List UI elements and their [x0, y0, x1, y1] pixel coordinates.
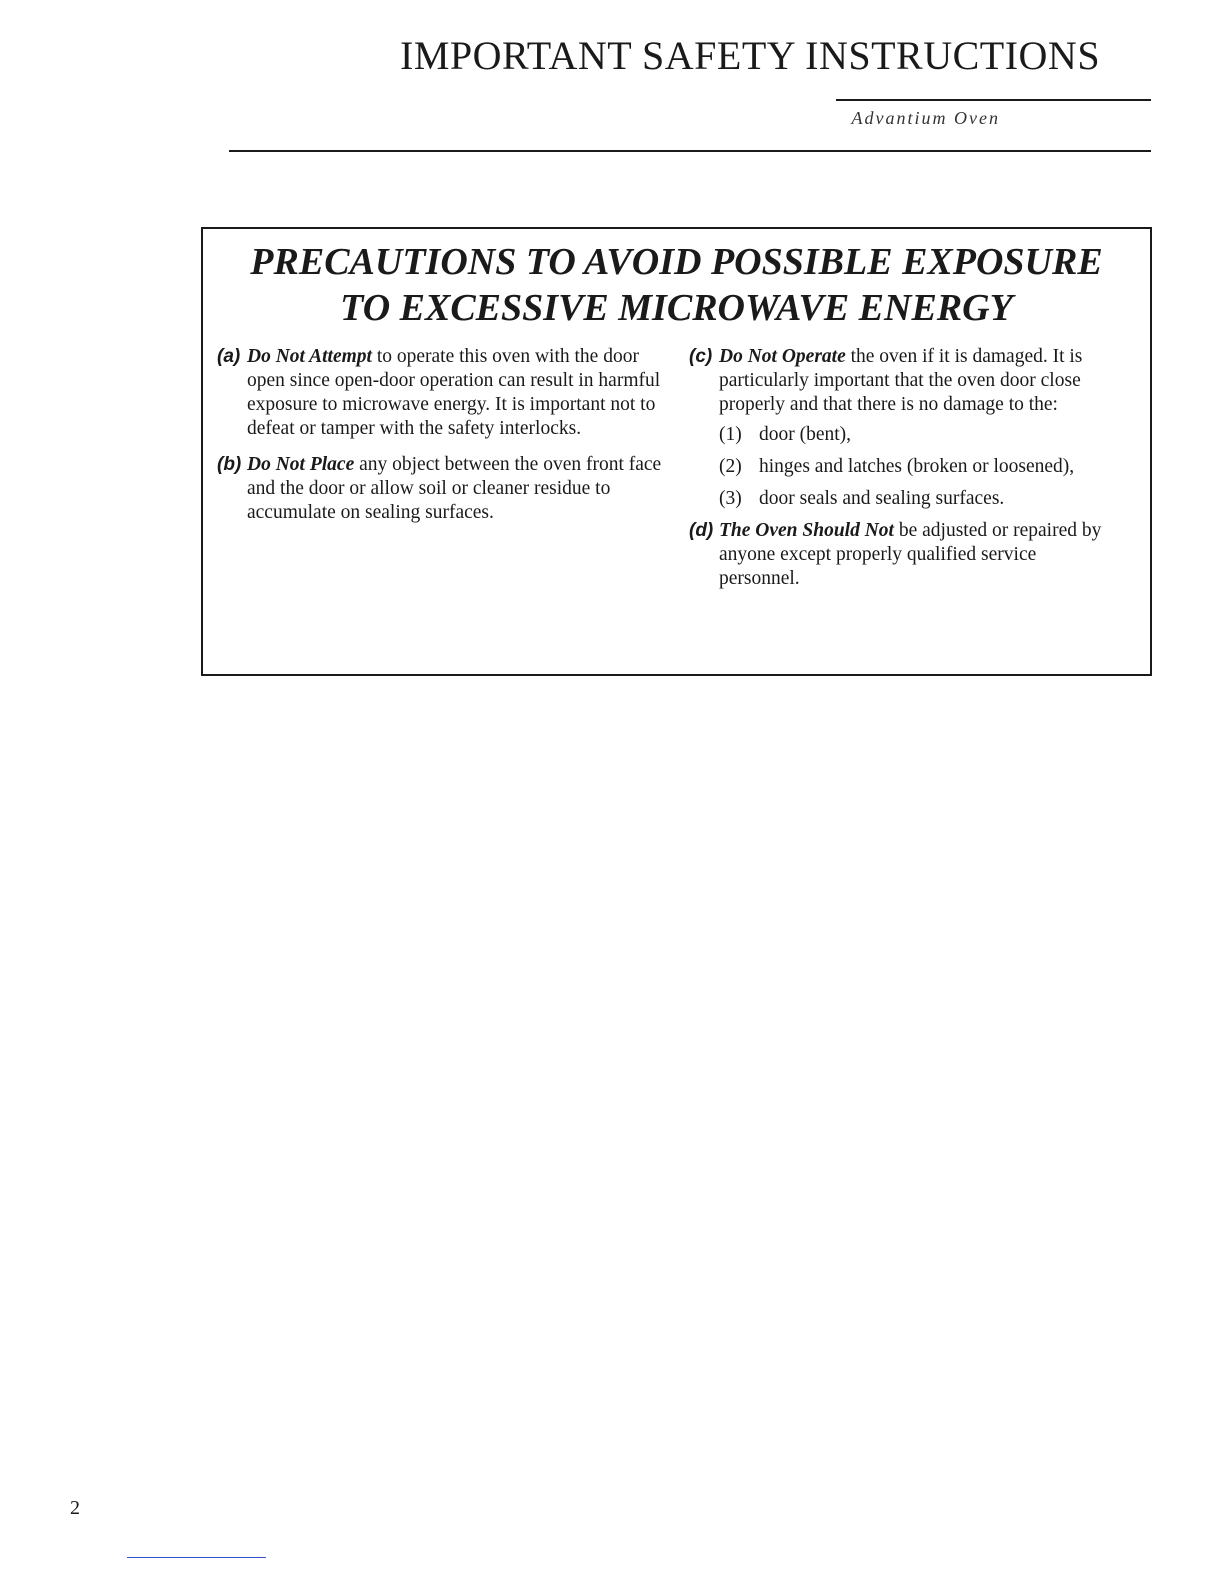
header-divider	[229, 150, 1151, 152]
item-lead: Do Not Attempt	[247, 346, 372, 367]
right-column	[689, 345, 1119, 603]
item-label: (a)	[217, 346, 241, 367]
item-text: the oven if it is damaged. It is particularly important that the oven door close properly and that there is no damage to the:	[719, 346, 1083, 415]
sub-text: door (bent),	[759, 424, 852, 445]
page-title: IMPORTANT SAFETY INSTRUCTIONS	[400, 33, 1101, 78]
left-column	[217, 345, 677, 537]
precaution-item-d	[689, 519, 1119, 591]
sub-number: (3)	[719, 488, 742, 509]
item-lead: Do Not Place	[247, 454, 355, 475]
heading-line-2: TO EXCESSIVE MICROWAVE ENERGY	[340, 287, 1013, 329]
damage-list-item	[719, 423, 1119, 447]
item-label: (c)	[689, 346, 713, 367]
footer-link-underline	[127, 1557, 266, 1558]
sub-number: (2)	[719, 456, 742, 477]
item-text: any object between the oven front face and the door or allow soil or cleaner residue to accumulate on sealing surfaces.	[247, 454, 662, 523]
precaution-item-c	[689, 345, 1119, 417]
precautions-heading	[203, 239, 1150, 331]
precautions-box	[201, 227, 1152, 676]
item-lead: The Oven Should Not	[719, 520, 894, 541]
item-text: to operate this oven with the door open since open-door operation can result in harmful exposure to microwave energy. It is important not to defeat or tamper with the safety interlocks.	[247, 346, 661, 439]
sub-number: (1)	[719, 424, 742, 445]
precaution-item-b	[217, 453, 677, 525]
item-lead: Do Not Operate	[719, 346, 846, 367]
damage-list-item	[719, 487, 1119, 511]
item-text: be adjusted or repaired by anyone except properly qualified service personnel.	[719, 520, 1102, 589]
item-label: (d)	[689, 520, 714, 541]
item-label: (b)	[217, 454, 242, 475]
heading-line-1: PRECAUTIONS TO AVOID POSSIBLE EXPOSURE	[250, 241, 1103, 283]
damage-list-item	[719, 455, 1119, 479]
page-number: 2	[70, 1497, 80, 1519]
subtitle-rule	[836, 99, 1151, 101]
sub-text: door seals and sealing surfaces.	[759, 488, 1005, 509]
sub-text: hinges and latches (broken or loosened),	[759, 456, 1075, 477]
document-subtitle: Advantium Oven	[851, 108, 1000, 128]
precaution-item-a	[217, 345, 677, 441]
